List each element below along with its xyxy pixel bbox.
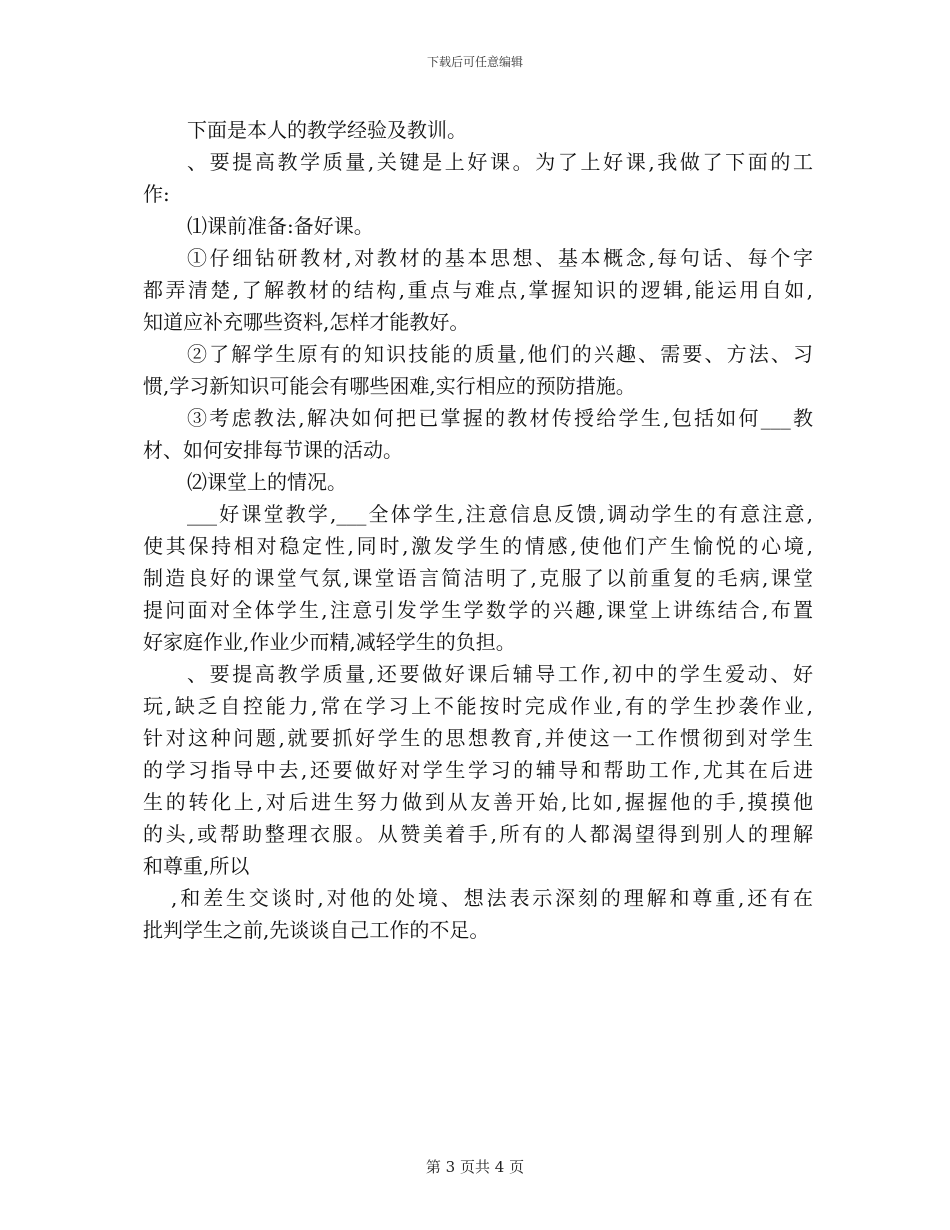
paragraph-line: 好家庭作业,作业少而精,减轻学生的负担。 xyxy=(143,630,516,654)
paragraph-line: ①仔细钻研教材,对教材的基本思想、基本概念,每句话、每个字 xyxy=(187,246,813,270)
paragraph-line: 生的转化上,对后进生努力做到从友善开始,比如,握握他的手,摸摸他 xyxy=(143,790,813,814)
paragraph-line: ,和差生交谈时,对他的处境、想法表示深刻的理解和尊重,还有在 xyxy=(171,886,813,910)
paragraph-line: 制造良好的课堂气氛,课堂语言简洁明了,克服了以前重复的毛病,课堂 xyxy=(143,566,813,590)
page-footer: 第 3 页共 4 页 xyxy=(425,1158,525,1176)
paragraph-line: 玩,缺乏自控能力,常在学习上不能按时完成作业,有的学生抄袭作业, xyxy=(143,694,813,718)
paragraph-line: 针对这种问题,就要抓好学生的思想教育,并使这一工作惯彻到对学生 xyxy=(143,726,813,750)
paragraph-line: 、要提高教学质量,还要做好课后辅导工作,初中的学生爱动、好 xyxy=(187,662,813,686)
paragraph-line: 提问面对全体学生,注意引发学生学数学的兴趣,课堂上讲练结合,布置 xyxy=(143,598,813,622)
document-body xyxy=(143,114,813,946)
paragraph-line: 的头,或帮助整理衣服。从赞美着手,所有的人都渴望得到别人的理解 xyxy=(143,822,813,846)
paragraph-line: 的学习指导中去,还要做好对学生学习的辅导和帮助工作,尤其在后进 xyxy=(143,758,813,782)
paragraph-line: 下面是本人的教学经验及教训。 xyxy=(187,118,467,142)
paragraph-line: 都弄清楚,了解教材的结构,重点与难点,掌握知识的逻辑,能运用自如, xyxy=(143,278,813,302)
section-heading: ⑴课前准备:备好课。 xyxy=(187,214,374,238)
paragraph-line: 惯,学习新知识可能会有哪些困难,实行相应的预防措施。 xyxy=(143,374,636,398)
paragraph-line: 材、如何安排每节课的活动。 xyxy=(143,438,403,462)
paragraph-line: 、要提高教学质量,关键是上好课。为了上好课,我做了下面的工 xyxy=(187,150,813,174)
paragraph-line: ②了解学生原有的知识技能的质量,他们的兴趣、需要、方法、习 xyxy=(187,342,813,366)
paragraph-line: 使其保持相对稳定性,同时,激发学生的情感,使他们产生愉悦的心境, xyxy=(143,534,813,558)
paragraph-line: ___好课堂教学,___全体学生,注意信息反馈,调动学生的有意注意, xyxy=(187,502,813,526)
paragraph-line: ③考虑教法,解决如何把已掌握的教材传授给学生,包括如何___教 xyxy=(187,406,813,430)
paragraph-line: 批判学生之前,先谈谈自己工作的不足。 xyxy=(143,918,490,942)
paragraph-line: 作: xyxy=(143,182,170,206)
paragraph-line: 知道应补充哪些资料,怎样才能教好。 xyxy=(143,310,470,334)
page-header: 下载后可任意编辑 xyxy=(426,55,523,69)
section-heading: ⑵课堂上的情况。 xyxy=(187,470,347,494)
paragraph-line: 和尊重,所以 xyxy=(143,854,250,878)
